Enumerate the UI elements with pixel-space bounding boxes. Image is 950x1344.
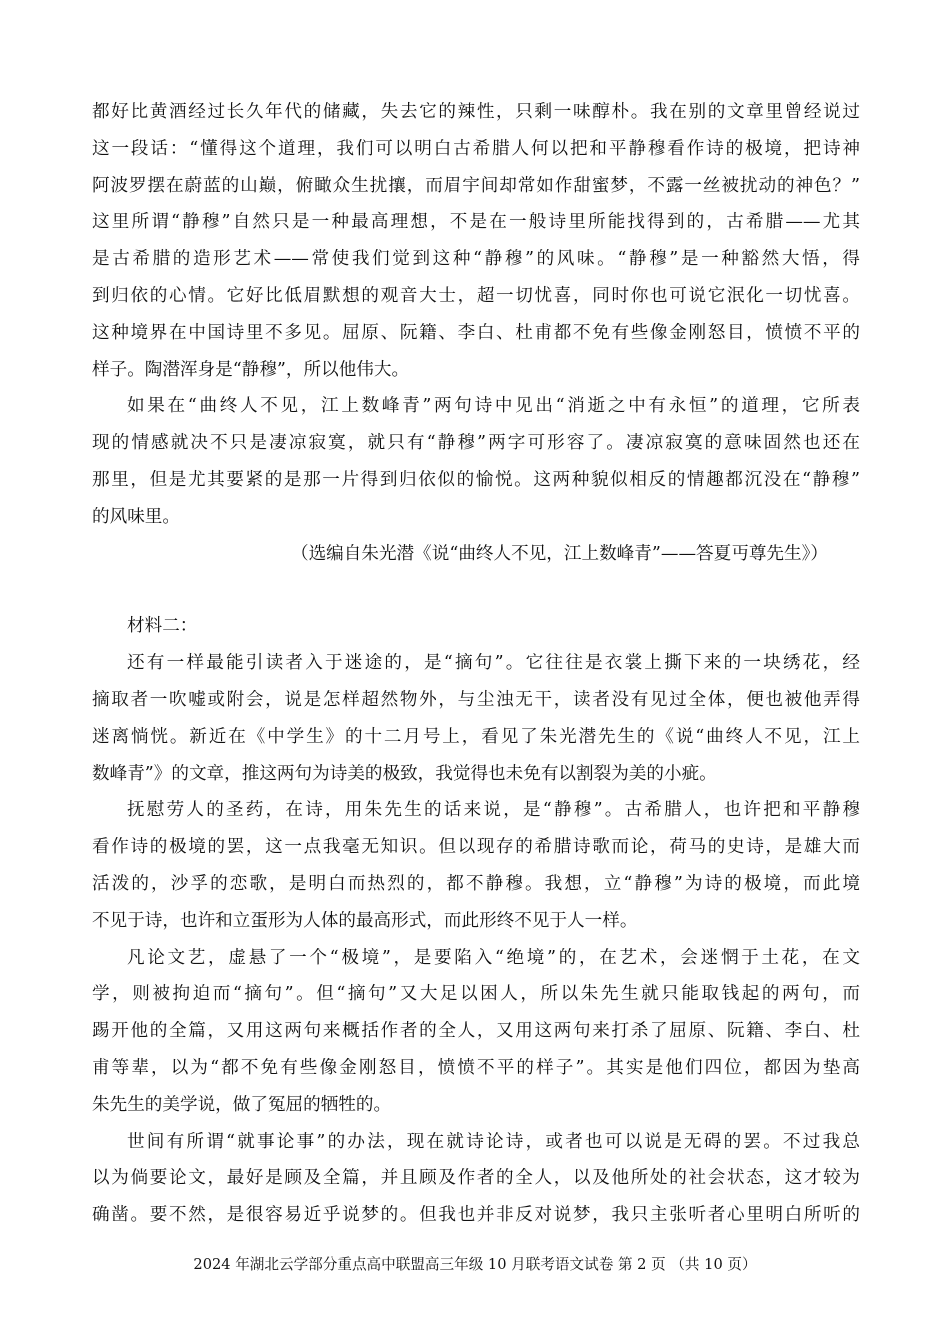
document-body: [92, 94, 860, 1234]
section-gap: [92, 572, 860, 608]
text-line: 朱先生的美学说，做了冤屈的牺牲的。: [92, 1094, 392, 1115]
text-line: 以为倘要论文，最好是顾及全篇，并且顾及作者的全人，以及他所处的社会状态，这才较为: [92, 1168, 860, 1189]
paragraph-4: [92, 792, 860, 939]
text-line: 凡论文艺，虚悬了一个“极境”，是要陷入“绝境”的，在艺术，会迷惘于土花，在文: [127, 947, 860, 968]
text-line: 看作诗的极境的罢，这一点我毫无知识。但以现存的希腊诗歌而论，荷马的史诗，是雄大而: [92, 837, 860, 858]
text-line: 这里所谓“静穆”自然只是一种最高理想，不是在一般诗里所能找得到的，古希腊——尤其: [92, 212, 860, 233]
text-line: 的风味里。: [92, 506, 180, 527]
text-line: 到归依的心情。它好比低眉默想的观音大士，超一切忧喜，同时你也可说它泯化一切忧喜。: [92, 285, 860, 306]
paragraph-3: [92, 645, 860, 792]
text-line: 甫等辈，以为“都不免有些像金刚怒目，愤愤不平的样子”。其实是他们四位，都因为垫高: [92, 1057, 860, 1078]
text-line: 阿波罗摆在蔚蓝的山巅，俯瞰众生扰攘，而眉宇间却常如作甜蜜梦，不露一丝被扰动的神色？”: [92, 175, 860, 196]
text-line: 抚慰劳人的圣药，在诗，用朱先生的话来说，是“静穆”。古希腊人，也许把和平静穆: [127, 800, 860, 821]
text-line: 样子。陶潜浑身是“静穆”，所以他伟大。: [92, 359, 410, 380]
paragraph-2: [92, 388, 860, 535]
text-line: 现的情感就决不只是凄凉寂寞，就只有“静穆”两字可形容了。凄凉寂寞的意味固然也还在: [92, 433, 860, 454]
text-line: 是古希腊的造形艺术——常使我们觉到这种“静穆”的风味。“静穆”是一种豁然大悟，得: [92, 249, 860, 270]
text-line: 摘取者一吹嘘或附会，说是怎样超然物外，与尘浊无干，读者没有见过全体，便也被他弄得: [92, 689, 860, 710]
text-line: 学，则被拘迫而“摘句”。但“摘句”又大足以困人，所以朱先生就只能取钱起的两句，而: [92, 984, 860, 1005]
text-line: 如果在“曲终人不见，江上数峰青”两句诗中见出“消逝之中有永恒”的道理，它所表: [127, 396, 860, 417]
text-line: 这种境界在中国诗里不多见。屈原、阮籍、李白、杜甫都不免有些像金刚怒目，愤愤不平的: [92, 322, 860, 343]
paragraph-1: [92, 94, 860, 388]
text-line: 还有一样最能引读者入于迷途的，是“摘句”。它往往是衣裳上撕下来的一块绣花，经: [127, 653, 860, 674]
text-line: 都好比黄酒经过长久年代的储藏，失去它的辣性，只剩一味醇朴。我在别的文章里曾经说过: [92, 102, 860, 122]
paragraph-5: [92, 940, 860, 1124]
text-line: 不见于诗，也许和立蛋形为人体的最高形式，而此形终不见于人一样。: [92, 910, 638, 931]
source-citation: （选编自朱光潜《说“曲终人不见，江上数峰青”——答夏丏尊先生》）: [290, 543, 828, 564]
section-heading: 材料二：: [127, 616, 198, 637]
text-line: 世间有所谓“就事论事”的办法，现在就诗论诗，或者也可以说是无碍的罢。不过我总: [127, 1131, 860, 1152]
page-footer: 2024 年湖北云学部分重点高中联盟高三年级 10 月联考语文试卷 第 2 页 （共 10 页）: [193, 1256, 757, 1273]
text-line: 活泼的，沙孚的恋歌，是明白而热烈的，都不静穆。我想，立“静穆”为诗的极境，而此境: [92, 873, 860, 894]
text-line: 那里，但是尤其要紧的是那一片得到归依似的愉悦。这两种貌似相反的情趣都沉没在“静穆”: [92, 469, 860, 490]
paragraph-6: [92, 1124, 860, 1234]
text-line: 确凿。要不然，是很容易近乎说梦的。但我也并非反对说梦，我只主张听者心里明白所听的: [92, 1205, 860, 1226]
text-line: 踢开他的全篇，又用这两句来概括作者的全人，又用这两句来打杀了屈原、阮籍、李白、杜: [92, 1021, 860, 1042]
text-line: 迷离惝恍。新近在《中学生》的十二月号上，看见了朱光潜先生的《说“曲终人不见，江上: [92, 726, 860, 747]
text-line: 数峰青”》的文章，推这两句为诗美的极致，我觉得也未免有以割裂为美的小疵。: [92, 763, 717, 784]
text-line: 这一段话：“懂得这个道理，我们可以明白古希腊人何以把和平静穆看作诗的极境，把诗神: [92, 138, 860, 159]
